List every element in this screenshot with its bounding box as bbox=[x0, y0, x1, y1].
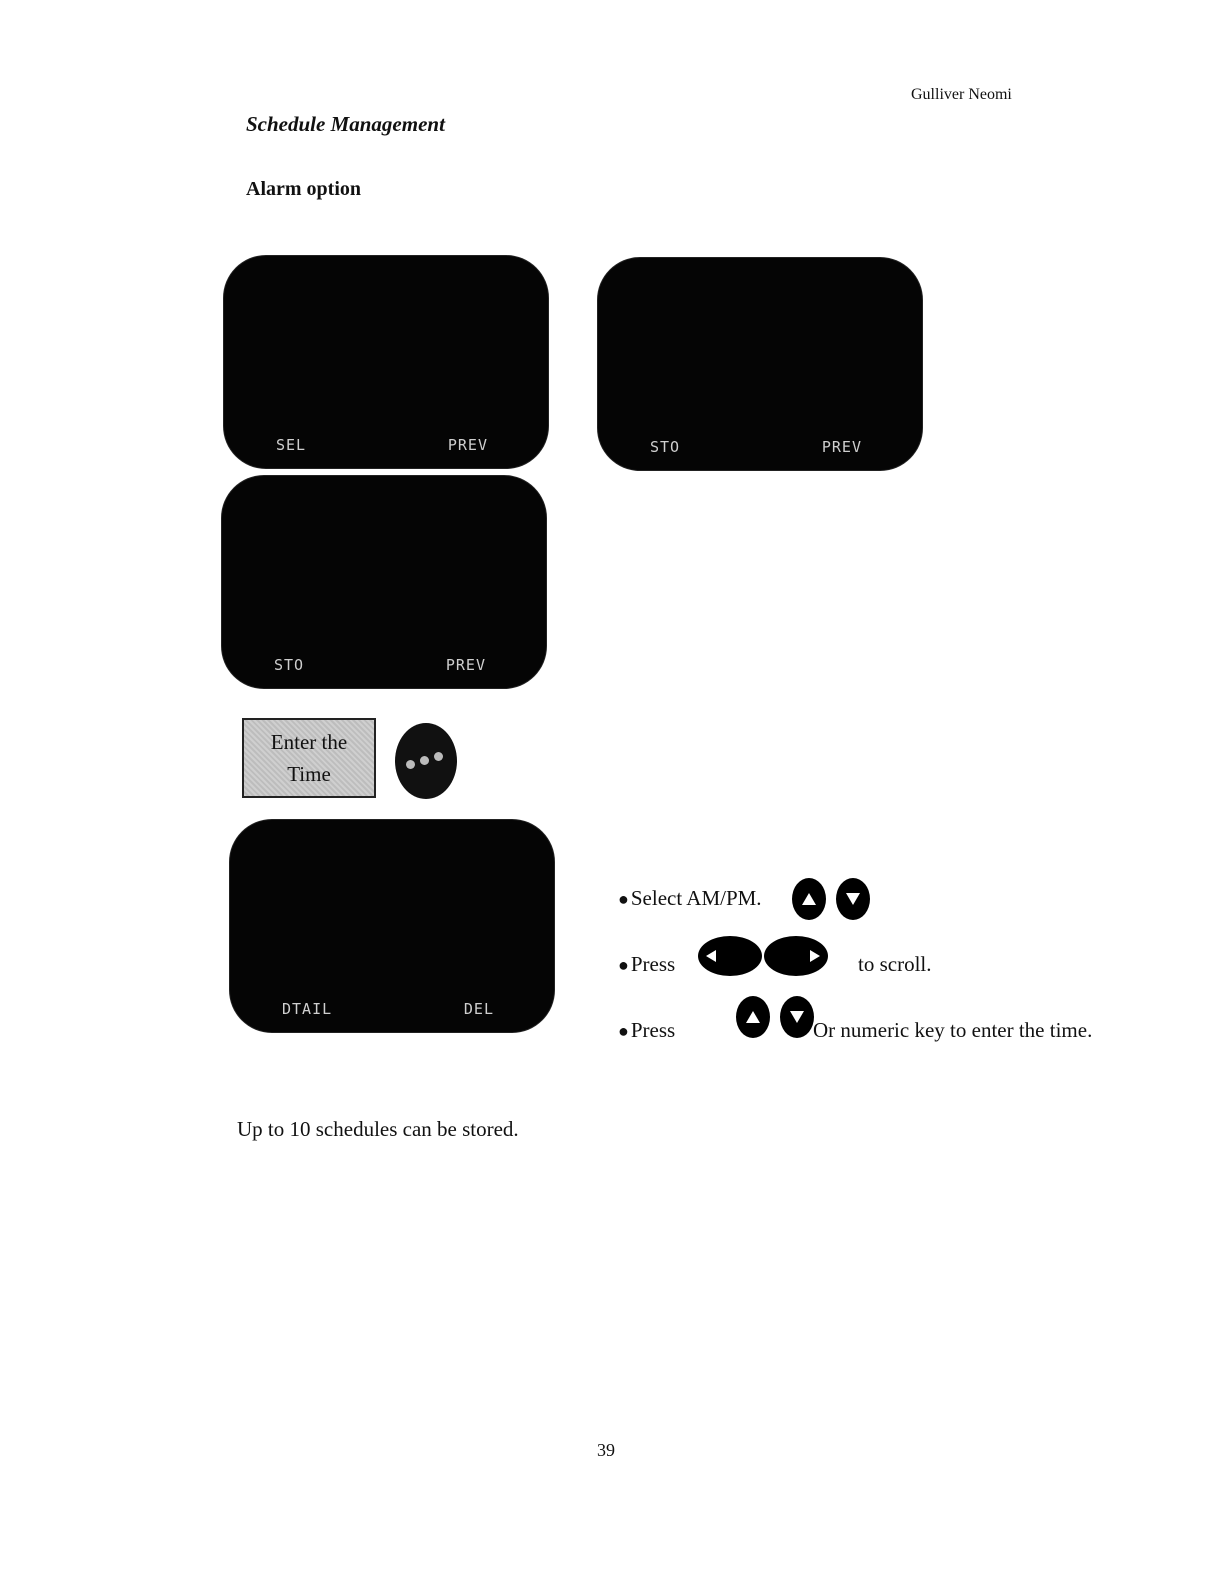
softkey-left: SEL bbox=[276, 436, 307, 454]
down-arrow-button-icon bbox=[836, 878, 870, 920]
instruction-press-time bbox=[618, 1018, 675, 1043]
phone-screen-1 bbox=[224, 256, 548, 468]
up-arrow-button-icon bbox=[736, 996, 770, 1038]
right-arrow-button-icon bbox=[764, 936, 828, 976]
left-arrow-button-icon bbox=[698, 936, 762, 976]
phone-screen-2 bbox=[598, 258, 922, 470]
footer-note: Up to 10 schedules can be stored. bbox=[237, 1117, 519, 1141]
page-number: 39 bbox=[597, 1440, 615, 1460]
numeric-keypad-icon bbox=[395, 723, 457, 799]
softkey-left: STO bbox=[274, 656, 305, 674]
instruction-text: Press bbox=[630, 1018, 676, 1042]
softkey-left: STO bbox=[650, 438, 681, 456]
bullet: ● bbox=[618, 955, 629, 975]
instruction-text: Select AM/PM. bbox=[630, 886, 762, 910]
subheading: Alarm option bbox=[246, 178, 361, 200]
instruction-scroll-text: to scroll. bbox=[858, 952, 932, 976]
softkey-left: DTAIL bbox=[282, 1000, 333, 1018]
enter-time-label bbox=[242, 718, 376, 798]
softkey-right: PREV bbox=[821, 438, 862, 456]
instruction-press-scroll bbox=[618, 952, 675, 977]
enter-time-line2: Time bbox=[287, 762, 331, 786]
phone-screen-4 bbox=[230, 820, 554, 1032]
softkey-right: PREV bbox=[445, 656, 486, 674]
softkey-right: PREV bbox=[447, 436, 488, 454]
section-title: Schedule Management bbox=[246, 112, 445, 136]
up-arrow-button-icon bbox=[792, 878, 826, 920]
bullet: ● bbox=[618, 889, 629, 909]
instruction-select-ampm bbox=[618, 886, 762, 911]
instruction-numeric-text: Or numeric key to enter the time. bbox=[813, 1018, 1093, 1042]
phone-screen-3 bbox=[222, 476, 546, 688]
instruction-text: Press bbox=[630, 952, 676, 976]
down-arrow-button-icon bbox=[780, 996, 814, 1038]
enter-time-line1: Enter the bbox=[270, 730, 348, 754]
author-name: Gulliver Neomi bbox=[911, 86, 1012, 103]
bullet: ● bbox=[618, 1021, 629, 1041]
softkey-right: DEL bbox=[463, 1000, 494, 1018]
